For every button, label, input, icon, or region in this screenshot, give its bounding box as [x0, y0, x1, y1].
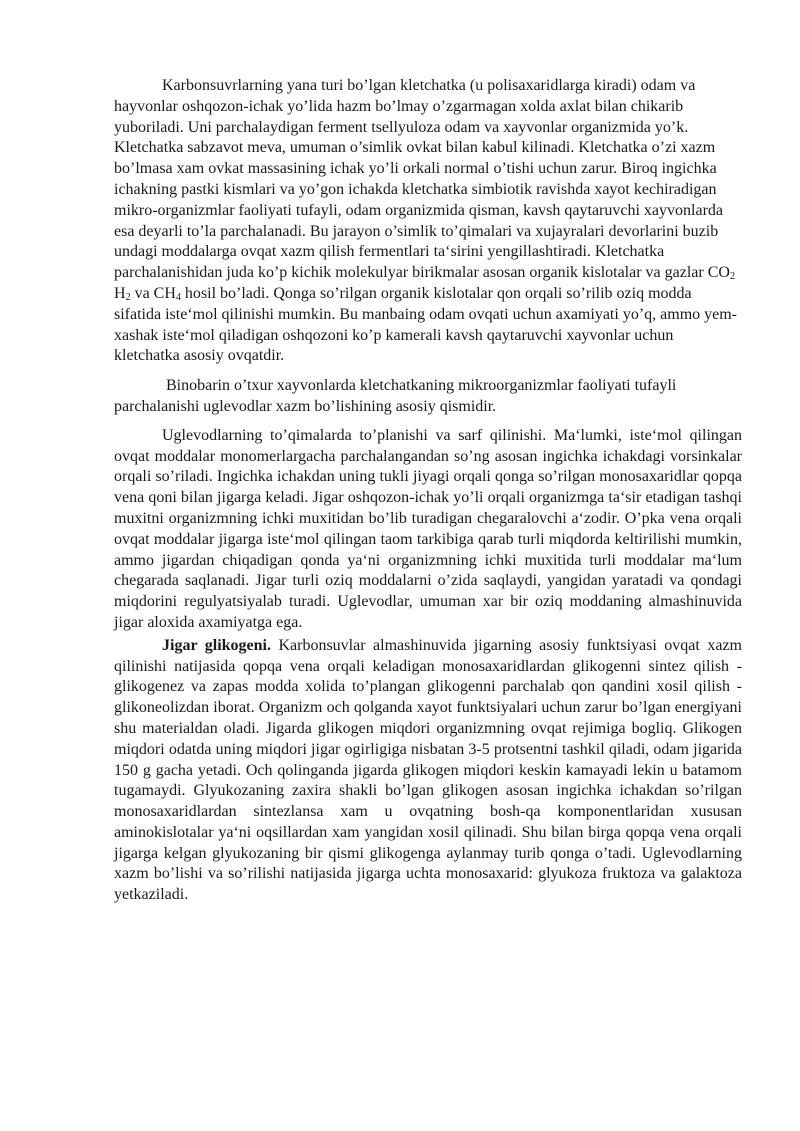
co2-subscript: 2: [729, 271, 735, 283]
paragraph-jigar-glikogeni-text: Karbonsuvlar almashinuvida jigarning asosiy funktsiyasi ovqat xazm qilinishi natijasida qopqa vena orqali keladigan monosaxaridlardan glikogenni sintez qilish - glikogenez va zapas modda xolida to’plangan glikogenni parchalab qon qandini xosil qilish - glikoneolizdan iborat. Organizm och qolganda xayot funktsiyalari uchun zarur bo’lgan energiyani shu materialdan oladi. Jigarda glikogen miqdori organizmning ovqat rejimiga bogliq. Glikogen miqdori odatda uning miqdori jigar ogirligiga nisbatan 3-5 protsentni tashkil qiladi, odam jigarida 150 g gacha yetadi. Och qolinganda jigarda glikogen miqdori keskin kamayadi lekin u batamom tugamaydi. Glyukozaning zaxira shakli bo’lgan glikogen asosan ingichka ichakdan so’rilgan monosaxaridlardan sintezlansa xam u ovqatning bosh-qa komponentlaridan xususan aminokislotalar ya‘ni oqsillardan xam yangidan xosil qilinadi. Shu bilan birga qopqa vena orqali jigarga kelgan glyukozaning bir qismi glikogenga aylanmay turib qonga o’tadi. Uglevodlarning xazm bo’lishi va so’rilishi natijasida jigarga uchta monosaxarid: glyukoza fruktoza va galaktoza yetkaziladi.: [114, 636, 742, 904]
document-page: [114, 76, 742, 906]
paragraph-binobarin: Binobarin o’txur xayvonlarda kletchatkaning mikroorganizmlar faoliyati tufayli parchalanishi uglevodlar xazm bo’lishining asosiy qismidir.: [114, 377, 677, 415]
paragraph-uglevodlar-toplanishi: Uglevodlarning to’qimalarda to’planishi va sarf qilinishi. Ma‘lumki, iste‘mol qilingan ovqat moddalar monomerlargacha parchalangandan so’ng asosan ingichka ichakdagi vorsinkalar orqali so’riladi. Ingichka ichakdan uning tukli jiyagi orqali qonga so’rilgan monosaxaridlar qopqa vena qoni bilan jigarga keladi. Jigar oshqozon-ichak yo’li orqali organizmga ta‘sir etadigan tashqi muxitni organizmning ichki muxitidan bo’lib turadigan chegaralovchi a‘zodir. O’pka vena orqali ovqat moddalar jigarga iste‘mol qilingan taom tarkibiga qarab turli miqdorda keltirilishi mumkin, ammo jigardan chiqadigan qonda ya‘ni organizmning ichki muxitida turli moddalar ma‘lum chegarada saqlanadi. Jigar turli oziq moddalarni o’zida saqlaydi, yangidan yaratadi va qondagi miqdorini regulyatsiyalab turadi. Uglevodlar, umuman xar bir oziq moddaning almashinuvida jigar aloxida axamiyatga ega.: [114, 426, 742, 631]
h2-subscript: 2: [125, 291, 131, 303]
paragraph-kletchatka-text-1: Karbonsuvrlarning yana turi bo’lgan kletchatka (u polisaxaridlarga kiradi) odam va hayvonlar oshqozon-ichak yo’lida hazm bo’lmay o’zgarmagan xolda axlat bilan chikarib yuboriladi. Uni parchalaydigan ferment tsellyuloza odam va xayvonlar organizmida yo’k. Kletchatka sabzavot meva, umuman o’simlik ovkat bilan kabul kilinadi. Kletchatka o’zi xazm bo’lmasa xam ovkat massasining ichak yo’li orkali normal o’tishi uchun zarur. Biroq ingichka ichakning pastki kismlari va yo’gon ichakda kletchatka simbiotik ravishda xayot kechiradigan mikro-organizmlar faoliyati tufayli, odam organizmida qisman, kavsh qaytaruvchi xayvonlarda esa deyarli to’la parchalanadi. Bu jarayon o’simlik to’qimalari va xujayralari devorlarini buzib undagi moddalarga ovqat xazm qilish fermentlari ta‘sirini yengillashtiradi. Kletchatka parchalanishidan juda ko’p kichik molekulyar birikmalar asosan organik kislotalar va gazlar CO: [114, 77, 730, 282]
paragraph-jigar-glikogeni: [114, 636, 742, 906]
ch4-subscript: 4: [175, 291, 181, 303]
section-heading-jigar-glikogeni: Jigar glikogeni.: [162, 636, 271, 654]
paragraph-kletchatka: [114, 76, 742, 367]
paragraph-kletchatka-text-3: va CH: [130, 284, 176, 302]
paragraph-kletchatka-text-4: hosil bo’ladi. Qonga so’rilgan organik kislotalar qon orqali so’rilib oziq modda sifatida iste‘mol qilinishi mumkin. Bu manbaing odam ovqati uchun axamiyati yo’q, ammo yem-xashak iste‘mol qiladigan oshqozoni ko’p kamerali kavsh qaytaruvchi xayvonlar uchun kletchatka asosiy ovqatdir.: [114, 284, 738, 365]
paragraph-kletchatka-text-2: H: [114, 284, 126, 302]
